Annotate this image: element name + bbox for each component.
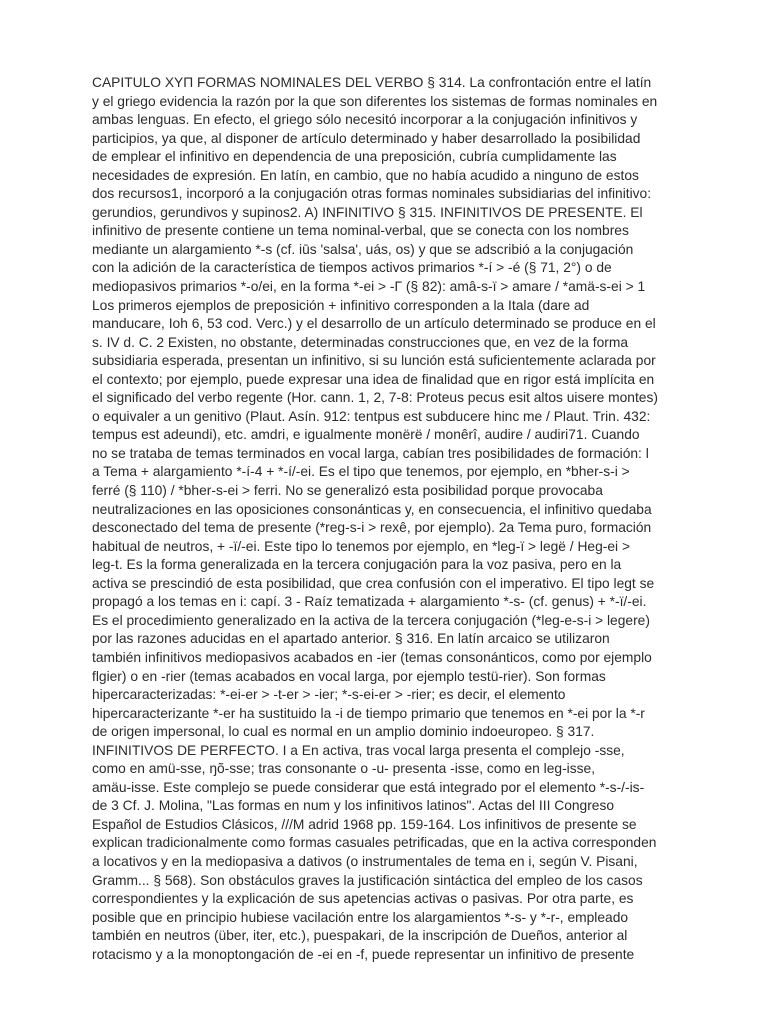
text-line: desconectado del tema de presente (*reg-s-i > rexê, por ejemplo). 2a Tema puro, formación [92,520,652,536]
text-line: el significado del verbo regente (Hor. cann. 1, 2, 7-8: Proteus pecus esit altos uisere montes) [92,390,658,406]
text-line: participios, ya que, al disponer de artículo determinado y haber desarrollado la posibilidad [92,130,641,146]
text-line: posible que en principio hubiese vacilación entre los alargamientos *-s- y *-r-, empleado [92,909,629,925]
text-line: el contexto; por ejemplo, puede expresar una idea de finalidad que en rigor está implícita en [92,371,655,387]
text-line: y el griego evidencia la razón por la que son diferentes los sistemas de formas nominales en [92,93,658,109]
text-line: s. IV d. C. 2 Existen, no obstante, determinadas construcciones que, en vez de la forma [92,334,629,350]
text-line: de emplear el infinitivo en dependencia de una preposición, cubría cumplidamente las [92,149,617,165]
text-line: infinitivo de presente contiene un tema nominal-verbal, que se conecta con los nombres [92,223,629,239]
text-line: flgier) o en -rier (temas acabados en vocal larga, por ejemplo testü-rier). Son formas [92,668,606,684]
text-line: gerundios, gerundivos y supinos2. A) INFINITIVO § 315. INFINITIVOS DE PRESENTE. El [92,204,643,220]
text-line: también en neutros (über, iter, etc.), puespakari, de la inscripción de Dueños, anterior al [92,928,628,944]
text-line: habitual de neutros, + -ï/-ei. Este tipo lo tenemos por ejemplo, en *leg-ï > legë / Heg-ei > [92,538,631,554]
text-line: leg-t. Es la forma generalizada en la tercera conjugación para la voz pasiva, pero en la [92,557,622,573]
text-line: rotacismo y a la monoptongación de -ei en -f, puede representar un infinitivo de presente [92,946,635,962]
text-line: a locativos y en la mediopasiva a dativos (o instrumentales de tema en i, según V. Pisani, [92,853,638,869]
text-line: ferré (§ 110) / *bher-s-ei > ferri. No se generalizó esta posibilidad porque provocaba [92,483,603,499]
text-line: hipercaracterizante *-er ha sustituido la -i de tiempo primario que tenemos en *-ei por la *-r [92,705,645,721]
text-line: CAPITULO XYП FORMAS NOMINALES DEL VERBO § 314. La confrontación entre el latín [92,75,652,90]
text-line: Español de Estudios Clásicos, ///M adrid 1968 pp. 159-164. Los infinitivos de presente se [92,816,637,832]
text-line: de 3 Cf. J. Molina, "Las formas en num y los infinitivos latinos". Actas del III Congreso [92,798,615,814]
text-line: como en amü-sse, ŋõ-sse; tras consonante o -u- presenta -isse, como en leg-isse, [92,761,596,777]
text-line: activa se prescindió de esta posibilidad, que crea confusión con el imperativo. El tipo legt se [92,575,655,591]
text-line: Gramm... § 568). Son obstáculos graves la justificación sintáctica del empleo de los casos [92,872,643,888]
body-text [92,74,692,964]
text-line: neutralizaciones en las oposiciones consonánticas y, en consecuencia, el infinitivo quedaba [92,501,652,517]
text-line: Los primeros ejemplos de preposición + infinitivo corresponden a la Itala (dare ad [92,297,590,313]
text-line: explican tradicionalmente como formas casuales petrificadas, que en la activa corresponden [92,835,657,851]
text-line: dos recursos1, incorporó a la conjugación otras formas nominales subsidiarias del infinitivo: [92,186,652,202]
text-line: correspondientes y la explicación de sus apetencias activas o pasivas. Por otra parte, es [92,891,634,907]
text-line: ambas lenguas. En efecto, el griego sólo necesitó incorporar a la conjugación infinitivos y [92,112,638,128]
text-line: subsidiaria esperada, presentan un infinitivo, si su lunción está suficientemente aclarada por [92,353,656,369]
text-line: de origen impersonal, lo cual es normal en un amplio dominio indoeuropeo. § 317. [92,724,595,740]
text-line: tempus est adeundi), etc. amdri, e igualmente monërë / monêrî, audire / audiri71. Cuando [92,427,640,443]
text-line: hipercaracterizadas: *-ei-er > -t-er > -ier; *-s-ei-er > -rier; es decir, el elemento [92,687,566,703]
text-line: Es el procedimiento generalizado en la activa de la tercera conjugación (*leg-e-s-i > legere) [92,612,650,628]
text-line: a Tema + alargamiento *-í-4 + *-í/-ei. Es el tipo que tenemos, por ejemplo, en *bher-s-i > [92,464,630,480]
text-line: amäu-isse. Este complejo se puede considerar que está integrado por el elemento *-s-/-is- [92,779,645,795]
text-line: manducare, Ioh 6, 53 cod. Verc.) y el desarrollo de un artículo determinado se produce en el [92,316,656,332]
text-line: mediante un alargamiento *-s (cf. iūs 'salsa', uás, os) y que se adscribió a la conjugación [92,241,634,257]
text-line: también infinitivos mediopasivos acabados en -ier (temas consonánticos, como por ejemplo [92,649,652,665]
text-line: INFINITIVOS DE PERFECTO. I a En activa, tras vocal larga presenta el complejo -sse, [92,742,625,758]
text-line: con la adición de la característica de tiempos activos primarios *-í > -é (§ 71, 2°) o de [92,260,612,276]
text-line: no se trataba de temas terminados en vocal larga, cabían tres posibilidades de formación: l [92,445,649,461]
text-line: propagó a los temas en i: capí. 3 - Raíz tematizada + alargamiento *-s- (cf. genus) + *-ï/-ei. [92,594,647,610]
text-line: mediopasivos primarios *-o/ei, en la forma *-ei > -Γ (§ 82): amâ-s-ï > amare / *amä-s-ei > 1 [92,279,646,295]
text-line: o equivaler a un genitivo (Plaut. Asín. 912: tentpus est subducere hinc me / Plaut. Trin. 432: [92,408,651,424]
text-line: por las razones aducidas en el apartado anterior. § 316. En latín arcaico se utilizaron [92,631,610,647]
text-line: necesidades de expresión. En latín, en cambio, que no había acudido a ninguno de estos [92,167,639,183]
